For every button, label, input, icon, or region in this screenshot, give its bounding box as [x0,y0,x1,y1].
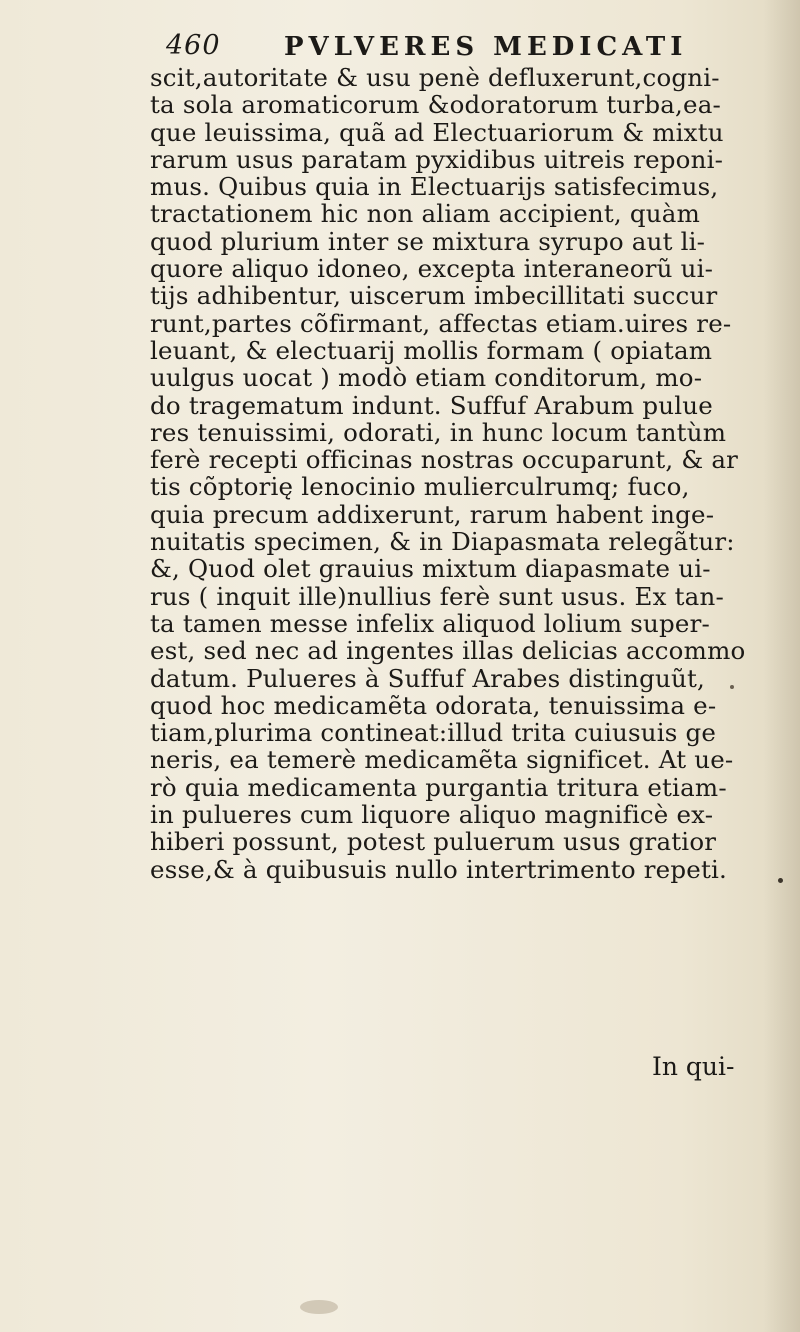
text-line: ta tamen messe infelix aliquod lolium super- [150,608,710,638]
paper-stain [300,1300,338,1314]
text-line: quore aliquo idoneo, excepta interaneorũ ui- [150,254,714,284]
text-line: esse,& à quibusuis nullo intertrimento repeti. [150,854,728,884]
text-line: leuant, & electuarij mollis formam ( opiatam [150,335,713,365]
text-line: ferè recepti officinas nostras occuparunt, & ar [150,445,739,475]
text-line: tractationem hic non aliam accipient, quàm [150,199,700,229]
text-line: hiberi possunt, potest puluerum usus gratior [150,827,717,857]
text-line: scit,autoritate & usu penè defluxerunt,cogni- [150,63,720,92]
text-line: do tragematum indunt. Suffuf Arabum pulue [150,390,713,420]
text-line: quia precum addixerunt, rarum habent inge- [150,499,715,529]
text-line: in pulueres cum liquore aliquo magnificè ex- [150,800,714,830]
text-line: rus ( inquit ille)nullius ferè sunt usus. Ex tan- [150,581,724,611]
text-line: quod hoc medicamẽta odorata, tenuissima e- [150,690,717,720]
text-line: rò quia medicamenta purgantia tritura etiam- [150,772,727,802]
text-line: est, sed nec ad ingentes illas delicias accommo [150,636,746,666]
text-line: &, Quod olet grauius mixtum diapasmate ui- [150,554,711,584]
text-line: mus. Quibus quia in Electuarijs satisfecimus, [150,172,719,202]
running-head: PVLVERES MEDICATI [284,32,688,62]
body-text [150,64,790,883]
text-line: tijs adhibentur, uiscerum imbecillitati succur [150,281,718,311]
ink-speck [730,685,734,689]
text-line: uulgus uocat ) modò etiam conditorum, mo- [150,363,703,393]
ink-speck [778,878,783,883]
text-line: rarum usus paratam pyxidibus uitreis reponi- [150,144,724,174]
text-line: res tenuissimi, odorati, in hunc locum tantùm [150,417,727,447]
text-line: datum. Pulueres à Suffuf Arabes distinguũt, [150,663,705,693]
text-line: ta sola aromaticorum &odoratorum turba,ea- [150,90,721,120]
text-line: tiam,plurima contineat:illud trita cuiusuis ge [150,718,717,748]
text-line: quod plurium inter se mixtura syrupo aut li- [150,226,706,256]
page-number: 460 [166,30,221,61]
text-line: que leuissima, quã ad Electuariorum & mixtu [150,117,724,147]
text-line: nuitatis specimen, & in Diapasmata relegãtur: [150,527,735,557]
catchword: In qui- [652,1052,735,1081]
text-line: neris, ea temerè medicamẽta significet. At ue- [150,745,734,775]
text-line: tis cõptorię lenocinio mulierculrumq; fuco, [150,472,690,502]
text-line: runt,partes cõfirmant, affectas etiam.uires re- [150,308,732,338]
